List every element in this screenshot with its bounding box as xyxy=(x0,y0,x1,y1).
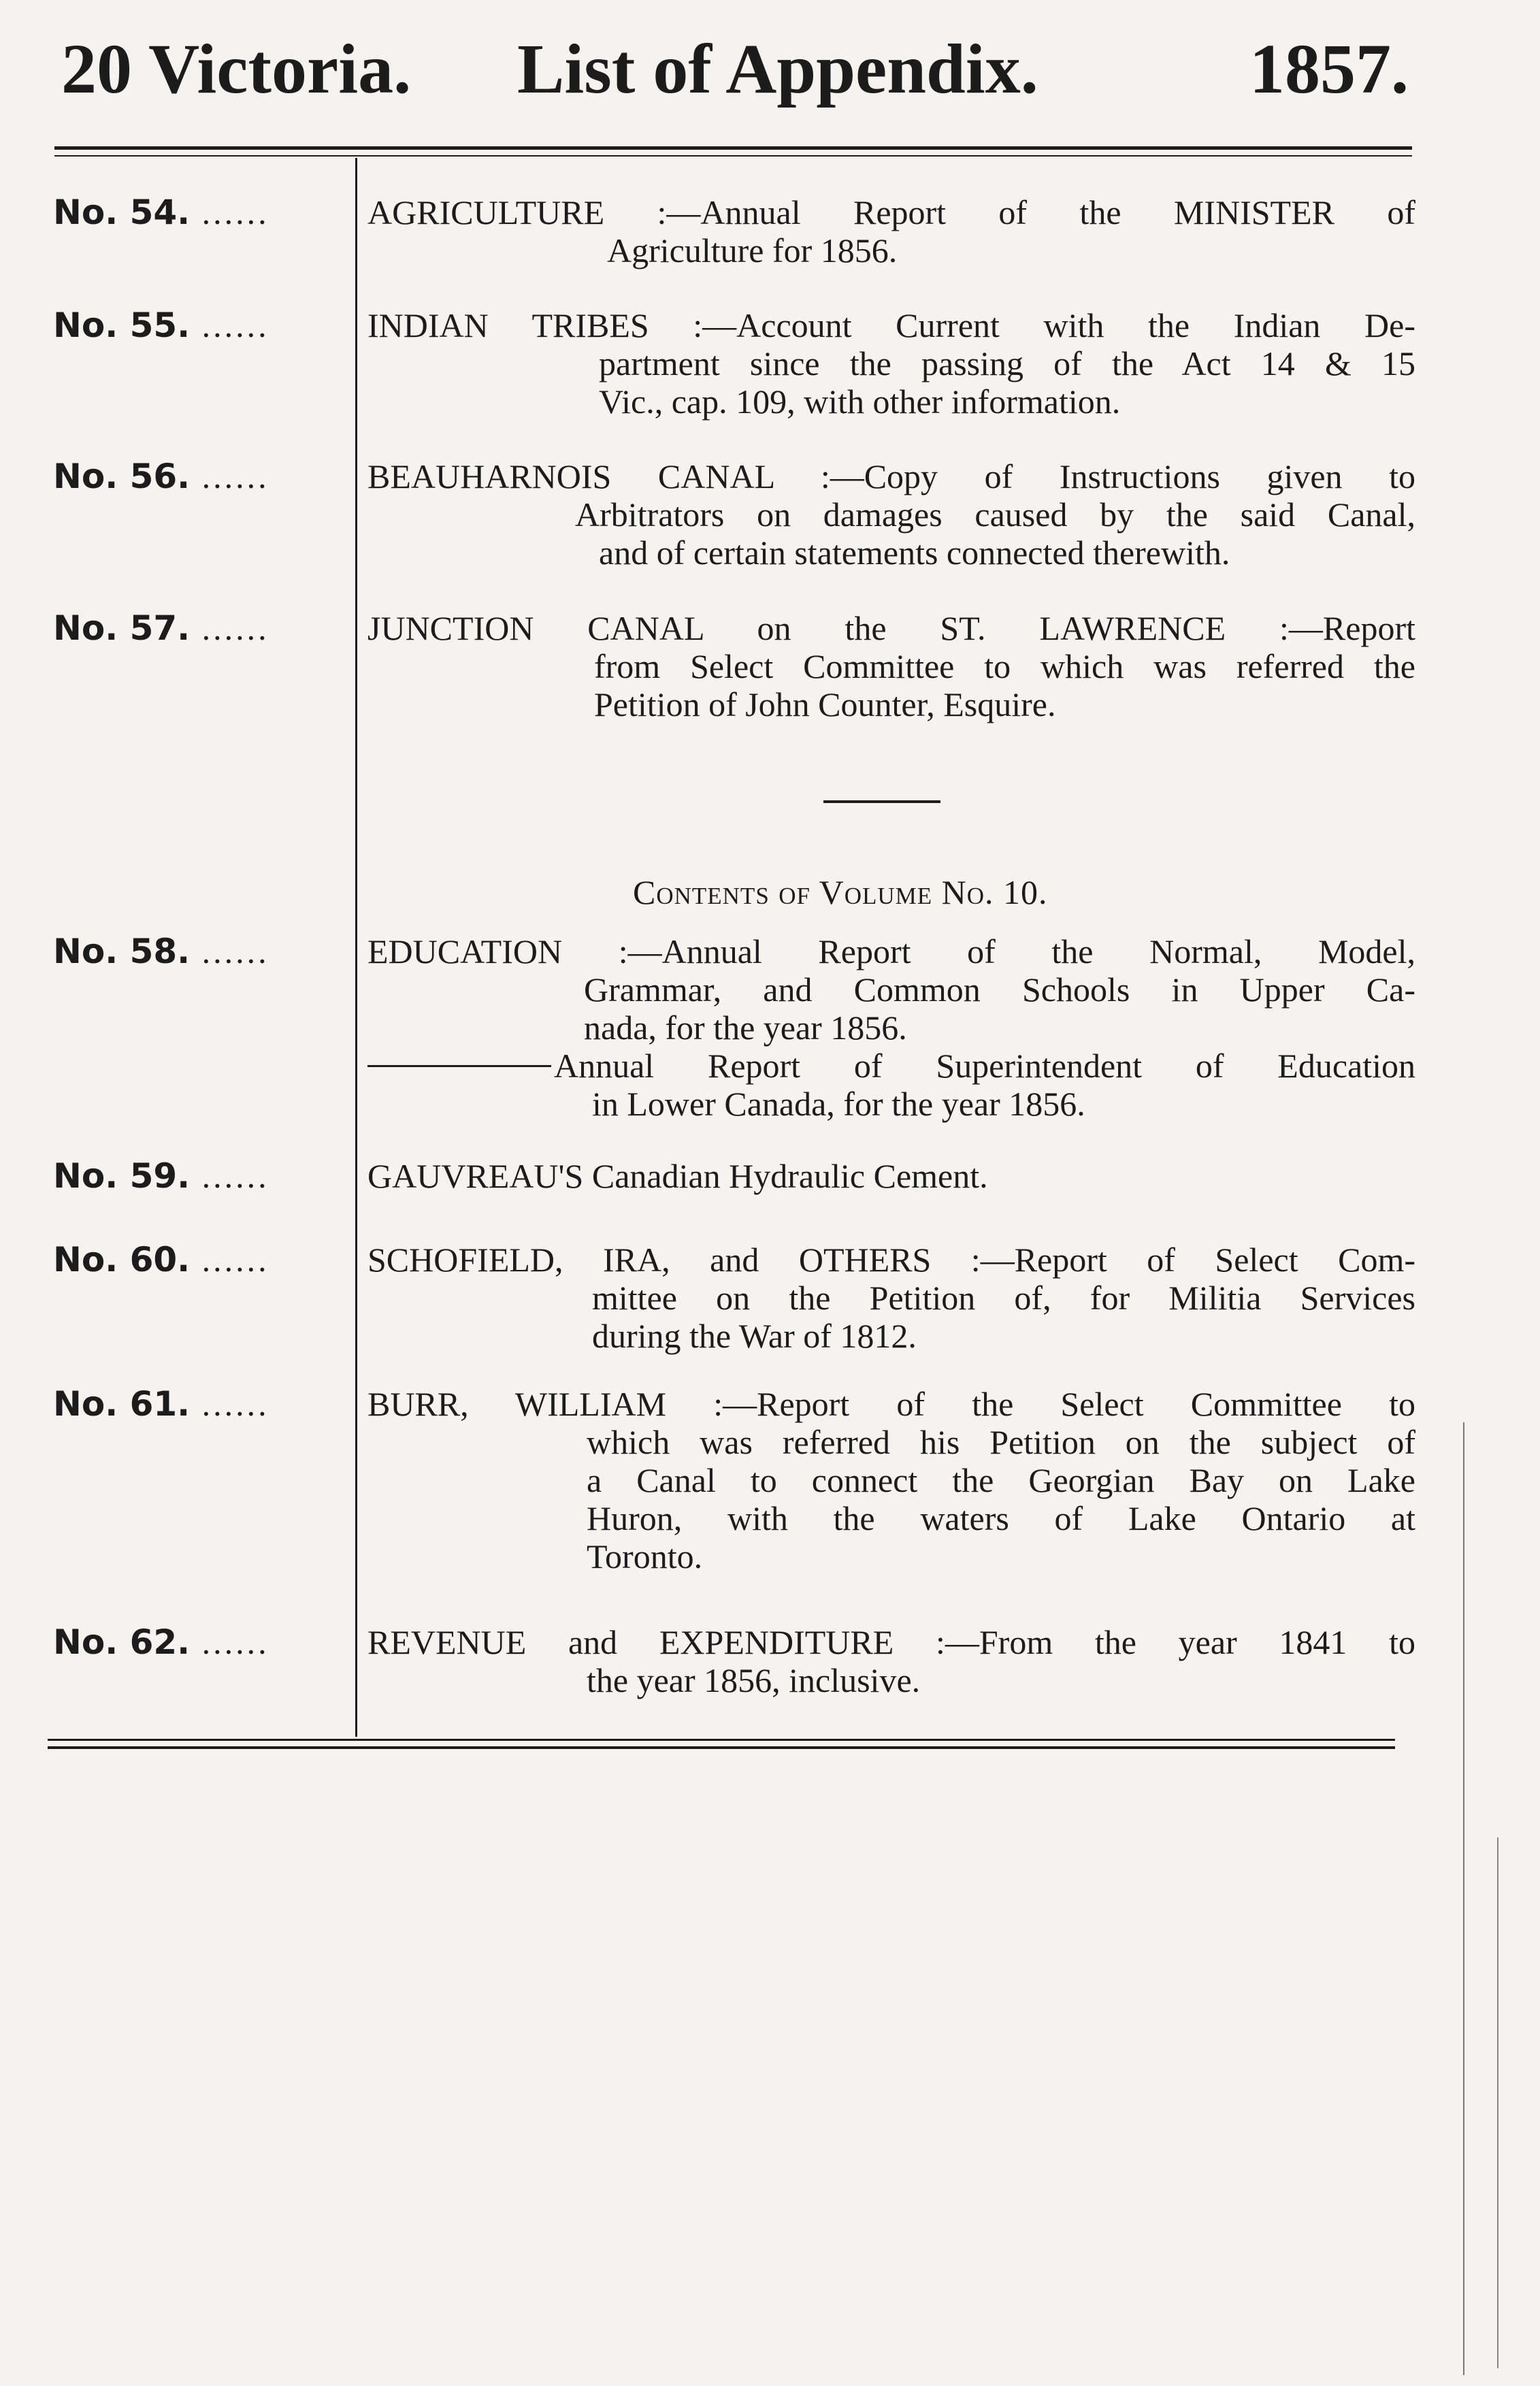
header-rule-top xyxy=(54,146,1412,150)
entry-line: Vic., cap. 109, with other information. xyxy=(599,382,1121,421)
entry-line: partment since the passing of the Act 14 & 15 xyxy=(599,344,1415,382)
entry-line: from Select Committee to which was referred the xyxy=(594,647,1415,685)
entry-line: Huron, with the waters of Lake Ontario at xyxy=(587,1499,1415,1537)
entry-line: Grammar, and Common Schools in Upper Ca- xyxy=(584,970,1415,1009)
page-edge-line xyxy=(1497,1837,1498,2368)
entry-number: No. 61. xyxy=(53,1384,191,1424)
footer-rule-top xyxy=(48,1739,1395,1741)
entry-heading: REVENUE and EXPENDITURE :—From the year 1841 to xyxy=(367,1623,1415,1661)
entry-line: Petition of John Counter, Esquire. xyxy=(594,685,1056,723)
entry-line: the year 1856, inclusive. xyxy=(587,1661,921,1699)
page-title: List of Appendix. xyxy=(517,30,1038,108)
ditto-dash xyxy=(367,1065,551,1067)
entry-number: No. 59. xyxy=(53,1156,191,1196)
column-divider xyxy=(355,158,357,1737)
entry-line: nada, for the year 1856. xyxy=(584,1009,907,1047)
leader-dots: ...... xyxy=(201,609,269,647)
leader-dots: ...... xyxy=(201,932,269,970)
entry-number: No. 55. xyxy=(53,306,191,345)
leader-dots: ...... xyxy=(201,193,269,231)
section-separator xyxy=(823,800,940,803)
entry-number: No. 57. xyxy=(53,608,191,648)
entry-number: No. 54. xyxy=(53,193,191,232)
entry-line: Annual Report of Superintendent of Education xyxy=(554,1047,1415,1085)
leader-dots: ...... xyxy=(201,306,269,344)
leader-dots: ...... xyxy=(201,1623,269,1661)
entry-line: mittee on the Petition of, for Militia Services xyxy=(592,1279,1415,1317)
year-label: 1857. xyxy=(1249,30,1409,108)
page-header xyxy=(41,27,1409,122)
page-edge-line xyxy=(1463,1422,1464,2375)
entry-number: No. 62. xyxy=(53,1622,191,1662)
entry-line: in Lower Canada, for the year 1856. xyxy=(592,1085,1085,1123)
footer-rule-bottom xyxy=(48,1746,1395,1749)
entry-heading: GAUVREAU'S Canadian Hydraulic Cement. xyxy=(367,1157,988,1195)
entry-line: Arbitrators on damages caused by the said Canal, xyxy=(575,495,1415,534)
header-rule-bottom xyxy=(54,155,1412,157)
entry-number: No. 60. xyxy=(53,1240,191,1279)
entry-line: and of certain statements connected therewith. xyxy=(599,534,1230,572)
entry-number: No. 56. xyxy=(53,457,191,496)
leader-dots: ...... xyxy=(201,1241,269,1279)
entry-heading: BURR, WILLIAM :—Report of the Select Committee to xyxy=(367,1385,1415,1423)
education-sub-entry xyxy=(0,1047,1415,1085)
session-label: 20 Victoria. xyxy=(61,30,412,108)
entry-line: Agriculture for 1856. xyxy=(607,231,898,269)
leader-dots: ...... xyxy=(201,1385,269,1423)
entry-heading: INDIAN TRIBES :—Account Current with the Indian De- xyxy=(367,306,1415,344)
entry-heading: SCHOFIELD, IRA, and OTHERS :—Report of Select Com- xyxy=(367,1241,1415,1279)
entry-line: during the War of 1812. xyxy=(592,1317,917,1355)
entry-heading: BEAUHARNOIS CANAL :—Copy of Instructions given to xyxy=(367,457,1415,495)
leader-dots: ...... xyxy=(201,457,269,495)
entry-number: No. 58. xyxy=(53,932,191,971)
entry-heading: EDUCATION :—Annual Report of the Normal, Model, xyxy=(367,932,1415,970)
entry-heading: JUNCTION CANAL on the ST. LAWRENCE :—Report xyxy=(367,609,1415,647)
leader-dots: ...... xyxy=(201,1157,269,1195)
entry-line: which was referred his Petition on the subject of xyxy=(587,1423,1415,1461)
entry-heading: AGRICULTURE :—Annual Report of the MINISTER of xyxy=(367,193,1415,231)
entry-line: a Canal to connect the Georgian Bay on Lake xyxy=(587,1461,1415,1499)
volume-heading: Contents of Volume No. 10. xyxy=(633,873,1048,911)
entry-line: Toronto. xyxy=(587,1537,703,1575)
